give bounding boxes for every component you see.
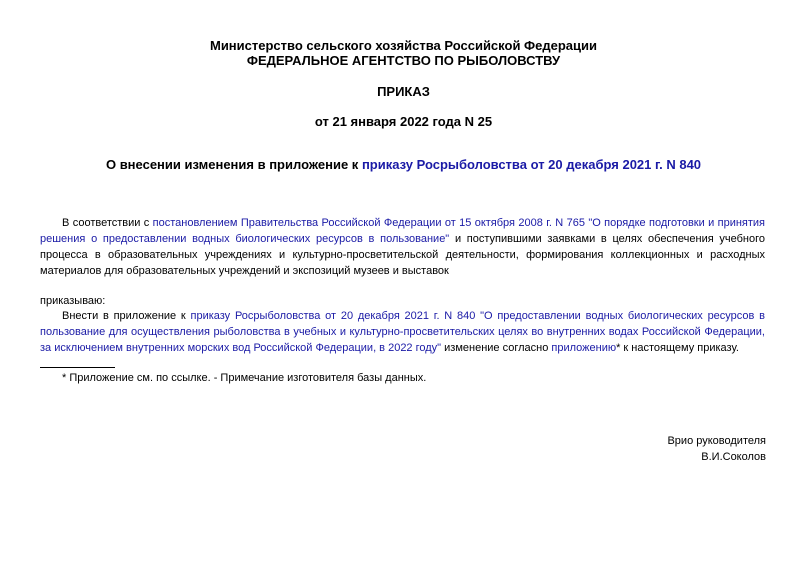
- prikazyvayu-label: приказываю:: [40, 295, 106, 307]
- footnote-text: * Приложение см. по ссылке. - Примечание изготовителя базы данных.: [62, 372, 427, 384]
- preamble-link[interactable]: постановлением Правительства Российской Федерации от 15 октября 2008 г. N 765 "О порядке подготовки и принятия решения о предоставлении водных биологических ресурсов в пользование": [40, 217, 766, 245]
- appendix-link[interactable]: приложению: [551, 342, 617, 354]
- preamble-paragraph: [40, 215, 765, 279]
- signatory-position: Врио руководителя: [667, 435, 766, 447]
- ministry-name: Министерство сельского хозяйства Российской Федерации: [209, 38, 597, 53]
- order-middle: изменение согласно: [441, 342, 552, 354]
- title-link[interactable]: приказу Росрыболовства от 20 декабря 2021 г. N 840: [361, 157, 702, 172]
- title-prefix: О внесении изменения в приложение к: [105, 157, 362, 172]
- order-intro: Внести в приложение к: [62, 310, 191, 322]
- preamble-intro: В соответствии с: [62, 217, 153, 229]
- document-date-number: от 21 января 2022 года N 25: [314, 114, 493, 129]
- order-paragraph: [40, 308, 765, 356]
- order-tail: * к настоящему приказу.: [616, 342, 739, 354]
- document-type: ПРИКАЗ: [377, 84, 430, 99]
- preamble-rest: и поступившими заявками в целях обеспечения учебного процесса в образовательных учреждениях и культурно-просветительской деятельности, формирования коллекционных и расходных материалов для образовательных учреждений и экспозиций музеев и выставок: [40, 233, 765, 277]
- agency-name: ФЕДЕРАЛЬНОЕ АГЕНТСТВО ПО РЫБОЛОВСТВУ: [246, 53, 561, 68]
- footnote-divider: [40, 367, 115, 368]
- document-title: [0, 157, 807, 172]
- order-link[interactable]: приказу Росрыболовства от 20 декабря 2021 г. N 840 "О предоставлении водных биологических ресурсов в пользование для осуществления рыболовства в учебных и культурно-просветительских целях во внутренних водах Российской Федерации, за исключением внутренних морских вод Российской Федерации, в 2022 году": [40, 310, 765, 354]
- signatory-name: В.И.Соколов: [701, 451, 766, 463]
